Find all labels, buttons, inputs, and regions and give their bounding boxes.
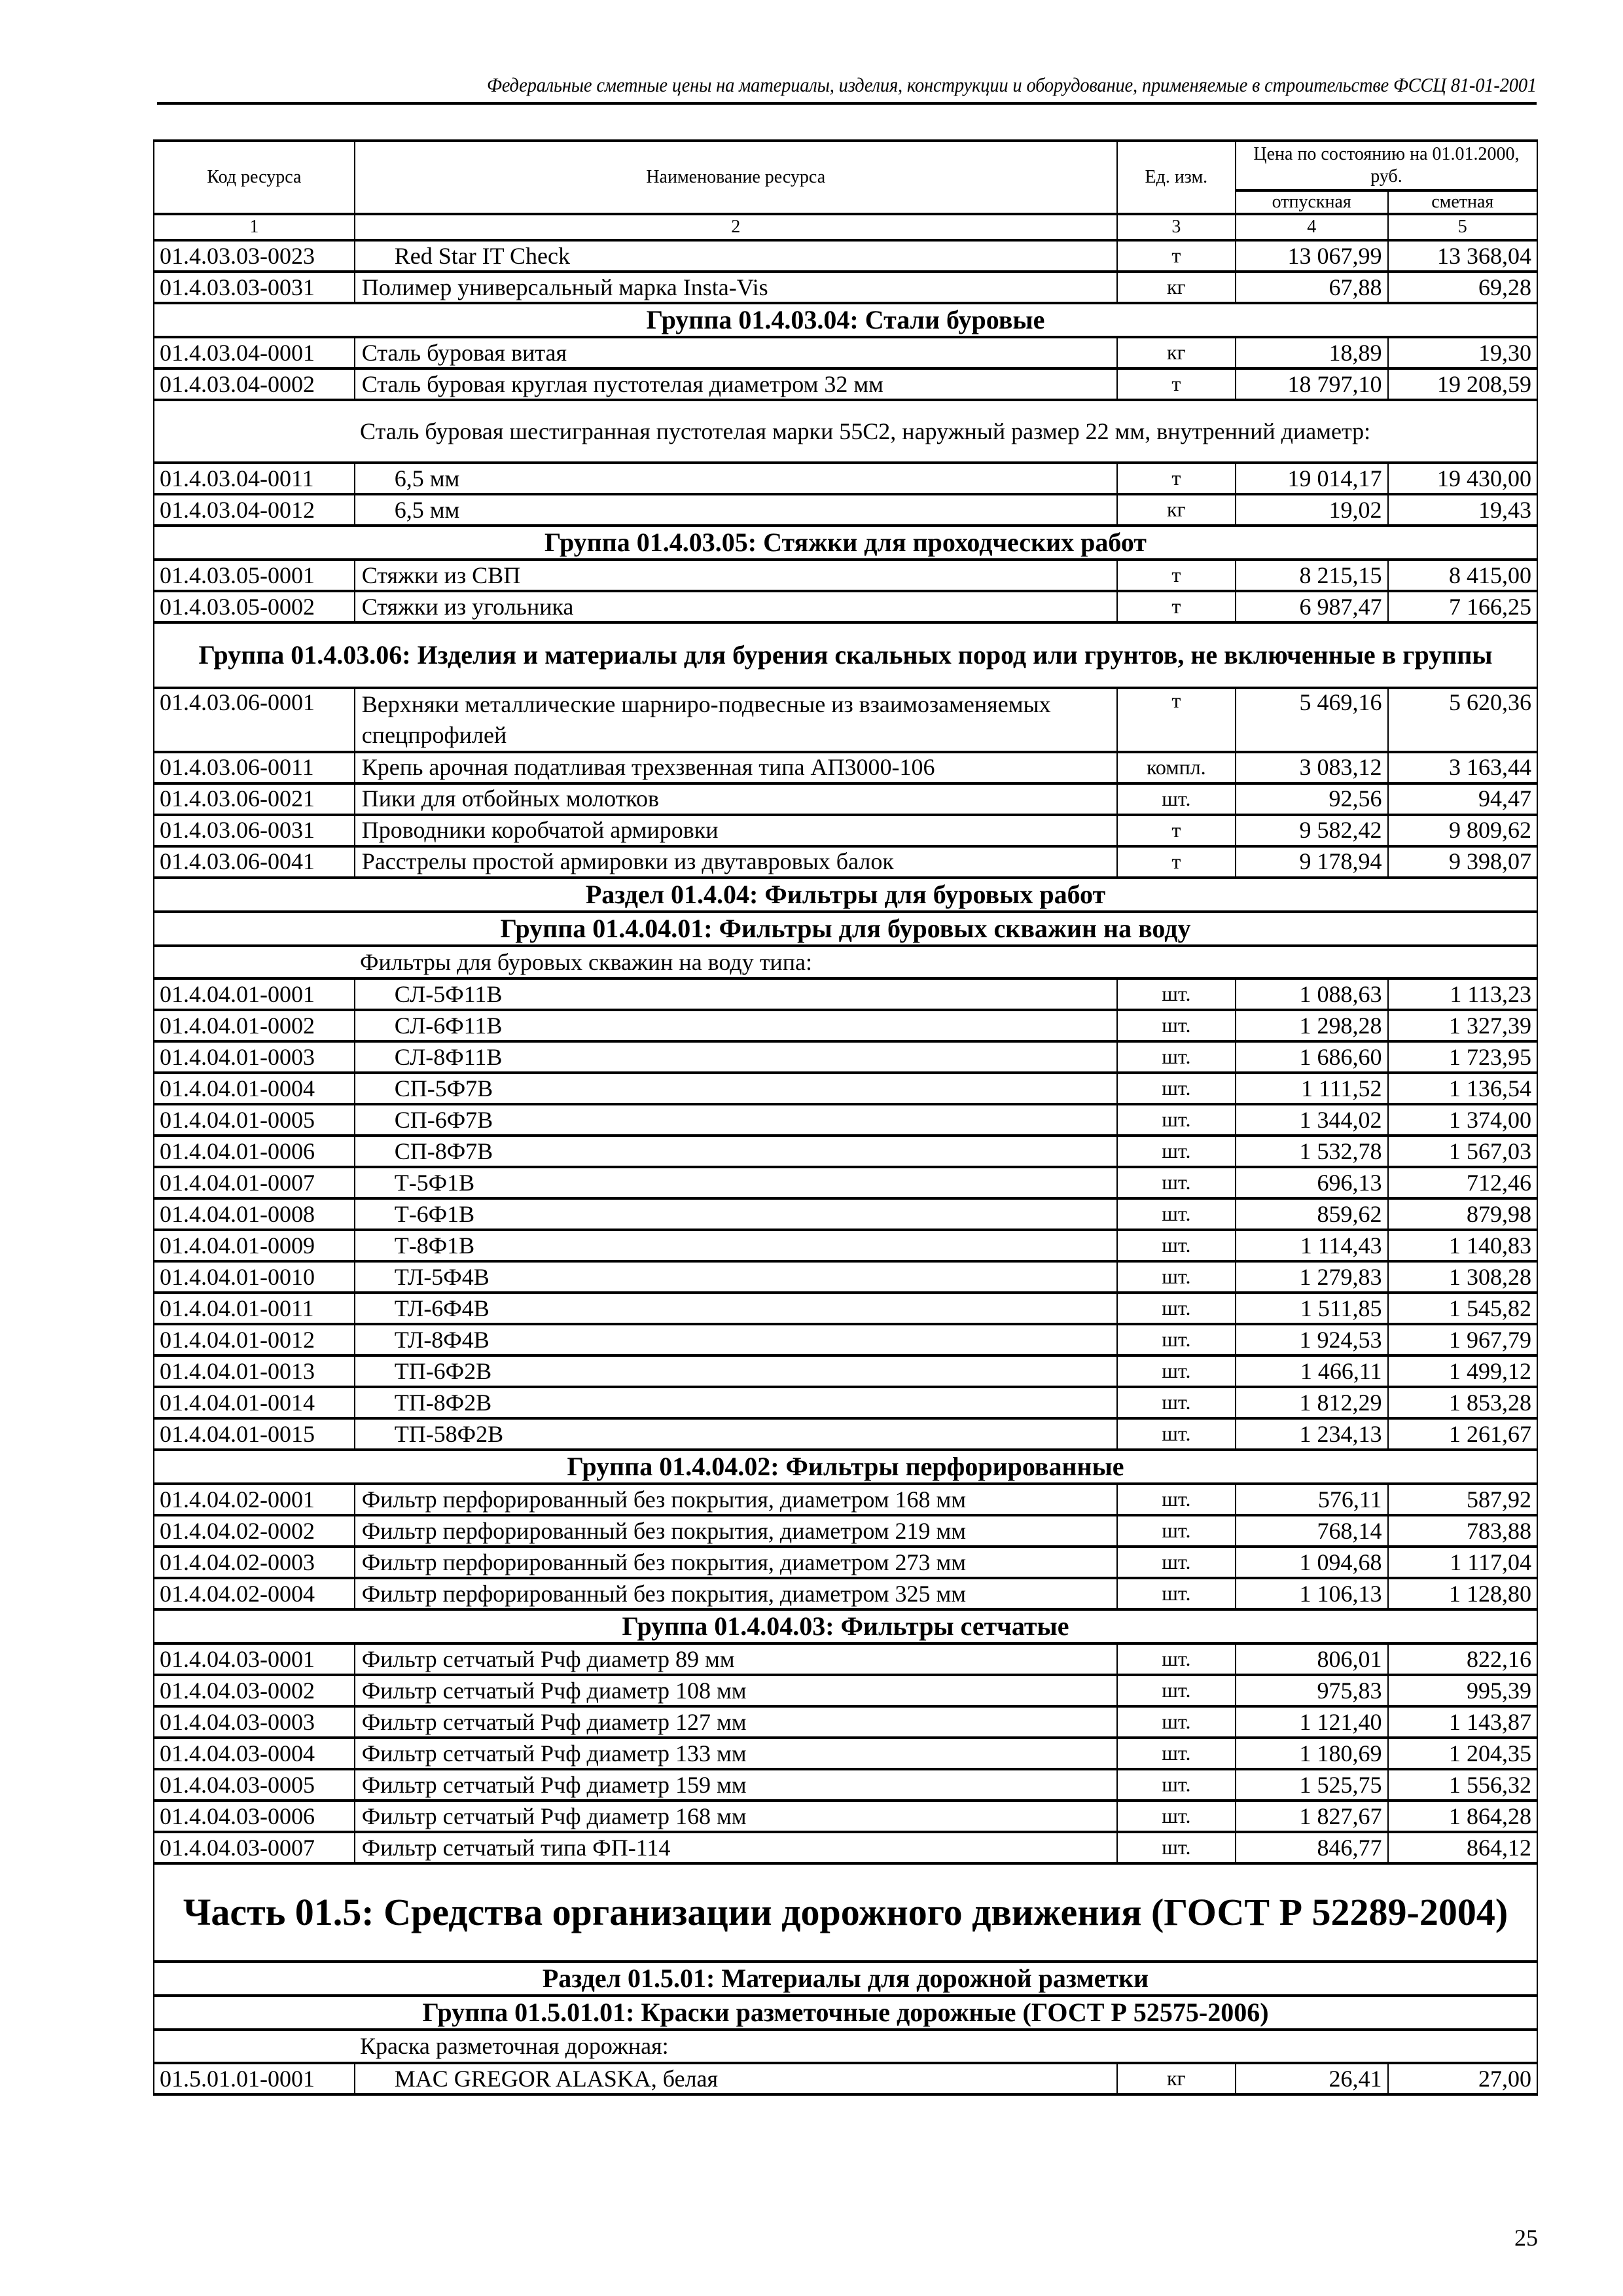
resource-code: 01.4.04.01-0005 [154,1104,355,1136]
price-release: 696,13 [1236,1167,1388,1198]
resource-name: Т-6Ф1В [355,1198,1117,1230]
unit-of-measure: шт. [1117,1418,1236,1450]
group-heading-row [154,1996,1537,2030]
table-row [154,1230,1537,1261]
unit-of-measure: шт. [1117,1261,1236,1293]
resource-code: 01.4.03.03-0031 [154,272,355,303]
price-estimate: 94,47 [1388,783,1538,815]
unit-of-measure: шт. [1117,783,1236,815]
resource-name: Фильтр сетчатый Рчф диаметр 133 мм [355,1738,1117,1769]
unit-of-measure: кг [1117,337,1236,368]
resource-name: ТП-8Ф2В [355,1387,1117,1418]
price-estimate: 1 967,79 [1388,1324,1538,1355]
price-release: 1 812,29 [1236,1387,1388,1418]
unit-of-measure: т [1117,240,1236,272]
price-estimate: 1 723,95 [1388,1041,1538,1073]
resource-name: Крепь арочная податливая трехзвенная типа АП3000-106 [355,752,1117,783]
resource-code: 01.4.04.01-0002 [154,1010,355,1041]
resource-name: СП-8Ф7В [355,1136,1117,1167]
table-row [154,1547,1537,1578]
resource-code: 01.4.04.01-0001 [154,978,355,1010]
resource-name: ТП-58Ф2В [355,1418,1117,1450]
price-estimate: 712,46 [1388,1167,1538,1198]
unit-of-measure: шт. [1117,1167,1236,1198]
resource-code: 01.4.04.01-0009 [154,1230,355,1261]
table-row [154,1484,1537,1515]
resource-code: 01.4.04.02-0001 [154,1484,355,1515]
price-release: 1 106,13 [1236,1578,1388,1609]
unit-of-measure: шт. [1117,1832,1236,1863]
resource-code: 01.4.04.03-0003 [154,1706,355,1738]
resource-name: Сталь буровая круглая пустотелая диаметром 32 мм [355,368,1117,400]
note-text: Сталь буровая шестигранная пустотелая марки 55С2, наружный размер 22 мм, внутренний диаметр: [360,418,1371,444]
resource-code: 01.4.04.03-0006 [154,1801,355,1832]
column-number: 1 [154,214,355,240]
header-rule [157,102,1537,105]
note-row [154,400,1537,463]
resource-code: 01.4.03.06-0041 [154,846,355,878]
price-release: 5 469,16 [1236,688,1388,752]
unit-of-measure: т [1117,815,1236,846]
table-body [154,214,1537,2094]
price-release: 1 234,13 [1236,1418,1388,1450]
unit-of-measure: шт. [1117,1515,1236,1547]
price-release: 768,14 [1236,1515,1388,1547]
unit-of-measure: т [1117,560,1236,591]
price-estimate: 8 415,00 [1388,560,1538,591]
unit-of-measure: шт. [1117,1738,1236,1769]
price-release: 9 582,42 [1236,815,1388,846]
unit-of-measure: шт. [1117,1801,1236,1832]
unit-of-measure: кг [1117,494,1236,526]
price-release: 859,62 [1236,1198,1388,1230]
table-row [154,1643,1537,1675]
price-release: 1 344,02 [1236,1104,1388,1136]
table-row [154,978,1537,1010]
unit-of-measure: шт. [1117,1010,1236,1041]
unit-of-measure: т [1117,463,1236,494]
unit-of-measure: кг [1117,2063,1236,2094]
price-release: 1 532,78 [1236,1136,1388,1167]
price-release: 975,83 [1236,1675,1388,1706]
table-row [154,783,1537,815]
price-release: 1 827,67 [1236,1801,1388,1832]
price-release: 19 014,17 [1236,463,1388,494]
table-row [154,1010,1537,1041]
group-title: Группа 01.4.03.05: Стяжки для проходческих работ [154,526,1537,560]
column-number: 3 [1117,214,1236,240]
table-row [154,1769,1537,1801]
column-number: 4 [1236,214,1388,240]
resource-name: MAC GREGOR ALASKA, белая [355,2063,1117,2094]
table-row [154,1198,1537,1230]
price-estimate: 69,28 [1388,272,1538,303]
resource-code: 01.4.04.03-0002 [154,1675,355,1706]
resource-code: 01.4.03.05-0002 [154,591,355,622]
table-row [154,846,1537,878]
price-release: 3 083,12 [1236,752,1388,783]
price-estimate: 1 545,82 [1388,1293,1538,1324]
resource-name: Фильтр перфорированный без покрытия, диаметром 325 мм [355,1578,1117,1609]
resource-name: Фильтр сетчатый Рчф диаметр 127 мм [355,1706,1117,1738]
unit-of-measure: шт. [1117,1706,1236,1738]
price-estimate: 9 398,07 [1388,846,1538,878]
price-estimate: 1 853,28 [1388,1387,1538,1418]
table-header-row [154,141,1537,190]
page-number: 25 [1514,2225,1538,2251]
unit-of-measure: компл. [1117,752,1236,783]
price-estimate: 7 166,25 [1388,591,1538,622]
group-heading-row [154,912,1537,946]
unit-of-measure: шт. [1117,1324,1236,1355]
resource-name: СП-5Ф7В [355,1073,1117,1104]
table-row [154,1515,1537,1547]
resource-code: 01.4.04.01-0012 [154,1324,355,1355]
group-heading-row [154,1609,1537,1643]
note-text: Краска разметочная дорожная: [360,2033,669,2060]
resource-name: Полимер универсальный марка Insta-Vis [355,272,1117,303]
resource-code: 01.4.04.01-0004 [154,1073,355,1104]
table-row [154,1324,1537,1355]
price-estimate: 1 374,00 [1388,1104,1538,1136]
price-release: 576,11 [1236,1484,1388,1515]
resource-name: Фильтр перфорированный без покрытия, диаметром 219 мм [355,1515,1117,1547]
price-release: 1 298,28 [1236,1010,1388,1041]
resource-name: Фильтр сетчатый Рчф диаметр 168 мм [355,1801,1117,1832]
unit-of-measure: шт. [1117,1643,1236,1675]
resource-name: Стяжки из СВП [355,560,1117,591]
table-row [154,1355,1537,1387]
price-release: 1 466,11 [1236,1355,1388,1387]
unit-of-measure: шт. [1117,1387,1236,1418]
resource-name: СЛ-5Ф11В [355,978,1117,1010]
price-table [153,139,1538,2096]
price-estimate: 27,00 [1388,2063,1538,2094]
price-estimate: 13 368,04 [1388,240,1538,272]
table-row [154,463,1537,494]
unit-of-measure: т [1117,846,1236,878]
price-release: 1 686,60 [1236,1041,1388,1073]
price-release: 1 279,83 [1236,1261,1388,1293]
price-release: 1 114,43 [1236,1230,1388,1261]
table-row [154,1293,1537,1324]
table-row [154,1675,1537,1706]
unit-of-measure: шт. [1117,1675,1236,1706]
price-estimate: 1 136,54 [1388,1073,1538,1104]
resource-code: 01.4.03.04-0011 [154,463,355,494]
price-estimate: 1 567,03 [1388,1136,1538,1167]
note-cell [154,400,1537,463]
resource-name: 6,5 мм [355,463,1117,494]
resource-code: 01.4.04.01-0003 [154,1041,355,1073]
resource-name: СЛ-8Ф11В [355,1041,1117,1073]
price-release: 18,89 [1236,337,1388,368]
group-heading-row [154,878,1537,912]
resource-name: Расстрелы простой армировки из двутавровых балок [355,846,1117,878]
part-title: Часть 01.5: Средства организации дорожного движения (ГОСТ Р 52289-2004) [154,1863,1537,1962]
resource-name: Верхняки металлические шарниро-подвесные из взаимозаменяемых спецпрофилей [355,688,1117,752]
price-estimate: 5 620,36 [1388,688,1538,752]
table-row [154,272,1537,303]
table-row [154,1387,1537,1418]
price-estimate: 1 499,12 [1388,1355,1538,1387]
table-row [154,1832,1537,1863]
price-estimate: 879,98 [1388,1198,1538,1230]
group-title: Раздел 01.4.04: Фильтры для буровых работ [154,878,1537,912]
table-row [154,1706,1537,1738]
resource-code: 01.4.04.02-0004 [154,1578,355,1609]
price-estimate: 1 204,35 [1388,1738,1538,1769]
price-estimate: 1 143,87 [1388,1706,1538,1738]
header-unit: Ед. изм. [1117,141,1236,214]
resource-code: 01.4.04.01-0010 [154,1261,355,1293]
price-estimate: 1 864,28 [1388,1801,1538,1832]
price-estimate: 1 327,39 [1388,1010,1538,1041]
group-heading-row [154,1450,1537,1484]
price-estimate: 19 430,00 [1388,463,1538,494]
resource-code: 01.5.01.01-0001 [154,2063,355,2094]
price-estimate: 1 113,23 [1388,978,1538,1010]
table-row [154,1136,1537,1167]
price-estimate: 783,88 [1388,1515,1538,1547]
table-row [154,368,1537,400]
price-release: 67,88 [1236,272,1388,303]
table-row [154,815,1537,846]
unit-of-measure: шт. [1117,1136,1236,1167]
column-number: 2 [355,214,1117,240]
running-header: Федеральные сметные цены на материалы, изделия, конструкции и оборудование, применяемые в строительстве ФССЦ 81-01-2001 [487,73,1537,96]
column-number-row [154,214,1537,240]
table-row [154,1418,1537,1450]
resource-code: 01.4.03.06-0031 [154,815,355,846]
resource-code: 01.4.03.04-0012 [154,494,355,526]
unit-of-measure: шт. [1117,1104,1236,1136]
resource-name: Фильтр перфорированный без покрытия, диаметром 273 мм [355,1547,1117,1578]
table-row [154,1041,1537,1073]
note-row [154,2030,1537,2063]
price-release: 8 215,15 [1236,560,1388,591]
table-row [154,1578,1537,1609]
price-release: 1 111,52 [1236,1073,1388,1104]
part-heading-row [154,1863,1537,1962]
header-price-estimate: сметная [1388,190,1538,214]
unit-of-measure: т [1117,368,1236,400]
group-title: Группа 01.4.03.06: Изделия и материалы для бурения скальных пород или грунтов, не включенные в группы [154,622,1537,688]
resource-name: Пики для отбойных молотков [355,783,1117,815]
unit-of-measure: т [1117,591,1236,622]
unit-of-measure: шт. [1117,1578,1236,1609]
resource-code: 01.4.04.03-0001 [154,1643,355,1675]
price-release: 846,77 [1236,1832,1388,1863]
resource-code: 01.4.03.04-0001 [154,337,355,368]
unit-of-measure: шт. [1117,1547,1236,1578]
price-release: 19,02 [1236,494,1388,526]
resource-name: Т-8Ф1В [355,1230,1117,1261]
table-row [154,240,1537,272]
group-heading-row [154,303,1537,337]
price-release: 806,01 [1236,1643,1388,1675]
resource-code: 01.4.04.01-0011 [154,1293,355,1324]
table-row [154,688,1537,752]
table-row [154,494,1537,526]
resource-name: Фильтр перфорированный без покрытия, диаметром 168 мм [355,1484,1117,1515]
note-row [154,946,1537,979]
price-estimate: 19,30 [1388,337,1538,368]
resource-name: Сталь буровая витая [355,337,1117,368]
table-row [154,1167,1537,1198]
table-row [154,1104,1537,1136]
unit-of-measure: шт. [1117,1484,1236,1515]
price-release: 1 180,69 [1236,1738,1388,1769]
price-release: 26,41 [1236,2063,1388,2094]
table-row [154,1801,1537,1832]
table-row [154,560,1537,591]
price-estimate: 1 140,83 [1388,1230,1538,1261]
header-price-release: отпускная [1236,190,1388,214]
resource-code: 01.4.04.02-0002 [154,1515,355,1547]
resource-code: 01.4.03.03-0023 [154,240,355,272]
resource-code: 01.4.04.01-0007 [154,1167,355,1198]
price-release: 1 924,53 [1236,1324,1388,1355]
table-row [154,1261,1537,1293]
resource-code: 01.4.04.02-0003 [154,1547,355,1578]
resource-name: Red Star IT Check [355,240,1117,272]
price-release: 1 088,63 [1236,978,1388,1010]
resource-code: 01.4.04.01-0013 [154,1355,355,1387]
header-code: Код ресурса [154,141,355,214]
price-release: 13 067,99 [1236,240,1388,272]
note-text: Фильтры для буровых скважин на воду типа: [360,948,812,975]
resource-name: 6,5 мм [355,494,1117,526]
table-row [154,591,1537,622]
unit-of-measure: шт. [1117,1230,1236,1261]
resource-name: СЛ-6Ф11В [355,1010,1117,1041]
table-row [154,337,1537,368]
price-release: 6 987,47 [1236,591,1388,622]
resource-name: ТП-6Ф2В [355,1355,1117,1387]
table-row [154,2063,1537,2094]
resource-code: 01.4.03.06-0011 [154,752,355,783]
resource-name: Стяжки из угольника [355,591,1117,622]
price-estimate: 19 208,59 [1388,368,1538,400]
price-estimate: 822,16 [1388,1643,1538,1675]
unit-of-measure: шт. [1117,978,1236,1010]
price-estimate: 9 809,62 [1388,815,1538,846]
group-title: Группа 01.4.04.03: Фильтры сетчатые [154,1609,1537,1643]
price-estimate: 1 308,28 [1388,1261,1538,1293]
resource-code: 01.4.04.03-0007 [154,1832,355,1863]
price-estimate: 1 117,04 [1388,1547,1538,1578]
table-row [154,1073,1537,1104]
resource-code: 01.4.03.06-0021 [154,783,355,815]
resource-code: 01.4.03.06-0001 [154,688,355,752]
header-name: Наименование ресурса [355,141,1117,214]
price-release: 9 178,94 [1236,846,1388,878]
resource-name: Фильтр сетчатый Рчф диаметр 89 мм [355,1643,1117,1675]
unit-of-measure: шт. [1117,1041,1236,1073]
price-release: 1 094,68 [1236,1547,1388,1578]
resource-code: 01.4.04.01-0008 [154,1198,355,1230]
table-row [154,752,1537,783]
resource-name: Проводники коробчатой армировки [355,815,1117,846]
resource-name: Фильтр сетчатый Рчф диаметр 108 мм [355,1675,1117,1706]
unit-of-measure: шт. [1117,1355,1236,1387]
price-estimate: 995,39 [1388,1675,1538,1706]
price-release: 1 511,85 [1236,1293,1388,1324]
unit-of-measure: шт. [1117,1073,1236,1104]
price-estimate: 587,92 [1388,1484,1538,1515]
price-estimate: 1 261,67 [1388,1418,1538,1450]
price-release: 18 797,10 [1236,368,1388,400]
group-heading-row [154,1962,1537,1996]
price-release: 1 525,75 [1236,1769,1388,1801]
resource-code: 01.4.03.05-0001 [154,560,355,591]
resource-code: 01.4.03.04-0002 [154,368,355,400]
price-estimate: 1 556,32 [1388,1769,1538,1801]
resource-name: Т-5Ф1В [355,1167,1117,1198]
resource-code: 01.4.04.01-0014 [154,1387,355,1418]
resource-code: 01.4.04.03-0004 [154,1738,355,1769]
unit-of-measure: т [1117,688,1236,752]
price-release: 1 121,40 [1236,1706,1388,1738]
resource-name: СП-6Ф7В [355,1104,1117,1136]
group-heading-row [154,526,1537,560]
group-title: Группа 01.4.04.01: Фильтры для буровых скважин на воду [154,912,1537,946]
unit-of-measure: шт. [1117,1293,1236,1324]
resource-name: ТЛ-5Ф4В [355,1261,1117,1293]
price-release: 92,56 [1236,783,1388,815]
unit-of-measure: шт. [1117,1198,1236,1230]
resource-name: ТЛ-8Ф4В [355,1324,1117,1355]
note-cell [154,2030,1537,2063]
group-title: Группа 01.4.03.04: Стали буровые [154,303,1537,337]
group-title: Группа 01.5.01.01: Краски разметочные дорожные (ГОСТ Р 52575-2006) [154,1996,1537,2030]
resource-code: 01.4.04.03-0005 [154,1769,355,1801]
resource-name: ТЛ-6Ф4В [355,1293,1117,1324]
table-row [154,1738,1537,1769]
resource-code: 01.4.04.01-0006 [154,1136,355,1167]
price-estimate: 1 128,80 [1388,1578,1538,1609]
price-estimate: 19,43 [1388,494,1538,526]
resource-name: Фильтр сетчатый Рчф диаметр 159 мм [355,1769,1117,1801]
column-number: 5 [1388,214,1538,240]
unit-of-measure: шт. [1117,1769,1236,1801]
unit-of-measure: кг [1117,272,1236,303]
group-title: Раздел 01.5.01: Материалы для дорожной разметки [154,1962,1537,1996]
note-cell [154,946,1537,979]
header-price-group: Цена по состоянию на 01.01.2000, руб. [1236,141,1537,190]
resource-name: Фильтр сетчатый типа ФП-114 [355,1832,1117,1863]
price-estimate: 864,12 [1388,1832,1538,1863]
resource-code: 01.4.04.01-0015 [154,1418,355,1450]
group-heading-row [154,622,1537,688]
group-title: Группа 01.4.04.02: Фильтры перфорированные [154,1450,1537,1484]
price-estimate: 3 163,44 [1388,752,1538,783]
